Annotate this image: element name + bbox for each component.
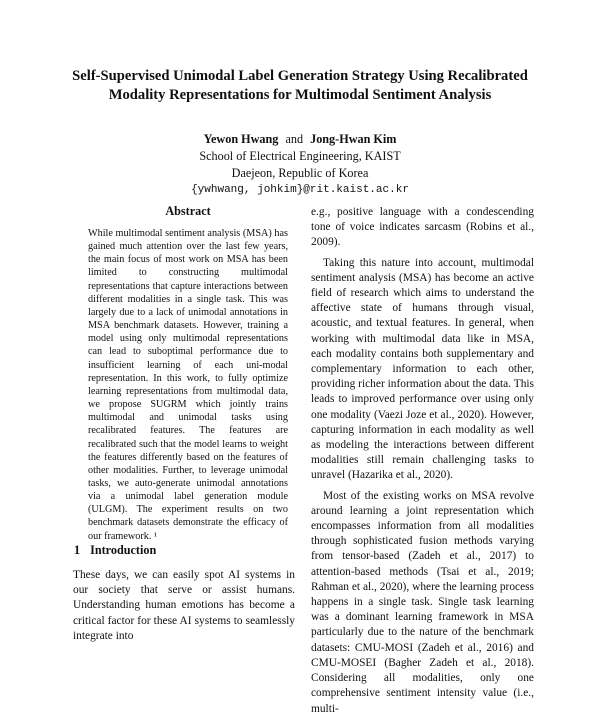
title-line-2: Modality Representations for Multimodal Sentiment Analysis [108, 87, 492, 103]
right-paragraph-3: Most of the existing works on MSA revolve around learning a joint representation which encompasses information from all modalities through sophisticated fusion methods varying from tensor-based (Zadeh et al., 2017) to attention-based methods (Tsai et al., 2019; Rahman et al., 2020), where the learning process happens in a single task. Single task learning was a dominant learning framework in MSA particularly due to the nature of the benchmark datasets: CMU-MOSI (Zadeh et al., 2016) and CMU-MOSEI (Bagher Zadeh et al., 2018). Considering all modalities, only one comprehensive sentiment intensity value (i.e., multi- [311, 489, 534, 715]
abstract-section [88, 204, 288, 543]
section-title: Introduction [90, 543, 157, 557]
author-names [100, 131, 500, 148]
abstract-heading: Abstract [165, 204, 211, 218]
section-number: 1 [74, 543, 81, 557]
author-1: Yewon Hwang [203, 132, 279, 146]
section-heading-introduction [74, 543, 166, 558]
author-email: {ywhwang, johkim}@rit.kaist.ac.kr [191, 184, 409, 196]
title-line-1: Self-Supervised Unimodal Label Generation Strategy Using Recalibrated [72, 68, 528, 84]
right-column [311, 205, 534, 717]
author-2: Jong-Hwan Kim [310, 132, 397, 146]
author-affiliation: School of Electrical Engineering, KAIST [199, 149, 401, 163]
author-conjunction: and [285, 132, 304, 146]
introduction-text: These days, we can easily spot AI systems in our society that serve or assist humans. Understanding human emotions has become a critical factor for these AI systems to seamlessly integrate into [73, 569, 295, 642]
author-location: Daejeon, Republic of Korea [231, 166, 369, 180]
author-block [100, 131, 500, 199]
abstract-text: While multimodal sentiment analysis (MSA) has gained much attention over the last few years, the main focus of most work on MSA has been limited to constructing multimodal representations that capture interactions between different modalities in a single task. This was largely due to a lack of unimodal annotations in MSA benchmark datasets. However, training a model using only multimodal representations can lead to suboptimal performance due to insufficient learning of each uni-modal representation. In this work, to fully optimize learning representations from multimodal data, we propose SUGRM which jointly trains multimodal and unimodal tasks using recalibrated features. The features are recalibrated such that the model learns to weight the features differently based on the features of other modalities. Further, to leverage unimodal tasks, we auto-generate unimodal annotations via a unimodal label generation module (ULGM). The experiment results on two benchmark datasets demonstrate the efficacy of our framework. ¹ [88, 228, 288, 542]
paper-title [40, 67, 560, 105]
right-paragraph-1: e.g., positive language with a condescending tone of voice indicates sarcasm (Robins et al., 2009). [311, 206, 534, 249]
right-paragraph-2: Taking this nature into account, multimodal sentiment analysis (MSA) has become an active field of research which aims to understand the affective state of humans through visual, acoustic, and textual features. In general, when working with multimodal data like in MSA, each modality contains both supplementary and complementary information to each other, providing richer information about the data. This leads to improved performance over using only one modality (Vaezi Joze et al., 2020). However, capturing information in each modality as well as modeling the interactions between different modalities still remain challenging tasks to unravel (Hazarika et al., 2020). [311, 256, 534, 482]
